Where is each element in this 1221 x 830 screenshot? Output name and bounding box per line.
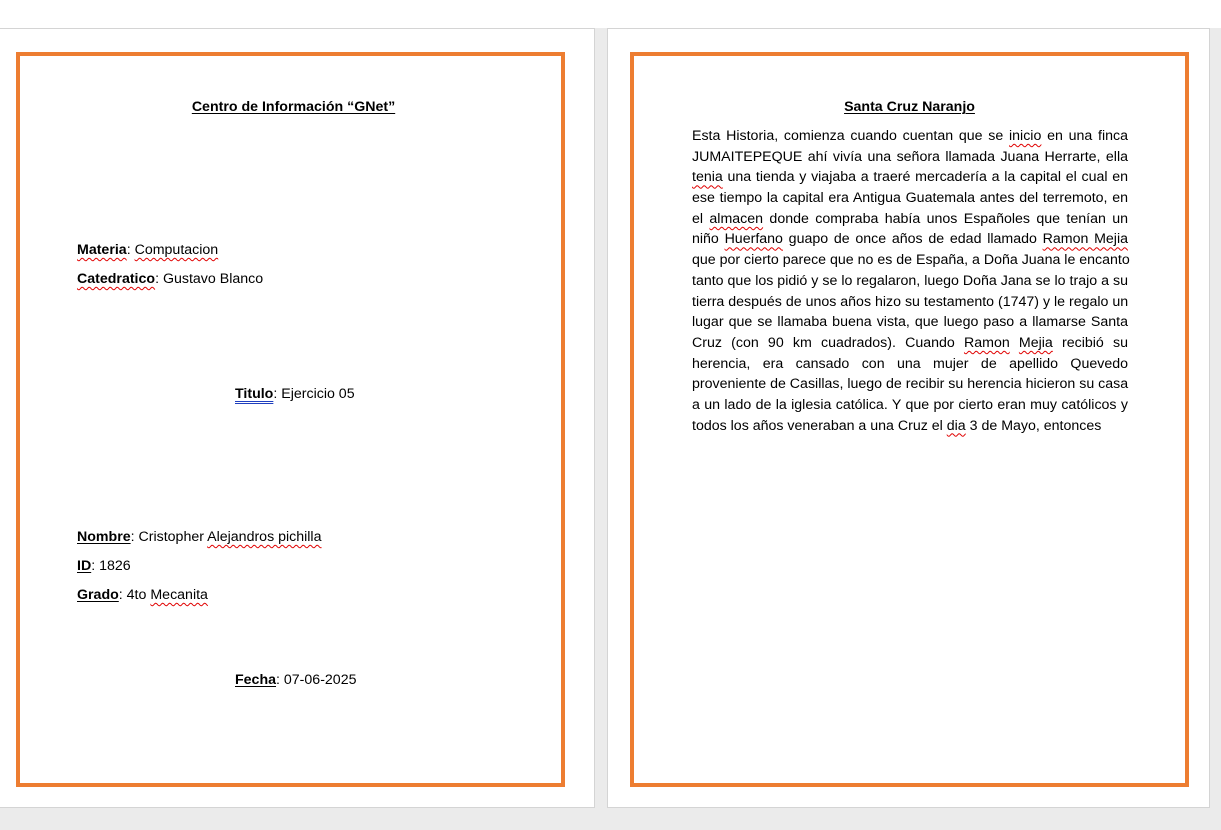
story-line <box>692 395 1128 416</box>
field-fecha: Fecha: 07-06-2025 <box>235 672 357 688</box>
field-grado: Grado: 4to Mecanita <box>77 587 208 603</box>
field-value: Computacion <box>134 242 219 258</box>
field-titulo: Titulo: Ejercicio 05 <box>235 386 355 402</box>
field-value: 4to <box>126 587 147 603</box>
story-text: que por cierto parece que no es de España, a Doña Juana le encanto <box>692 252 1130 269</box>
field-materia: Materia: Computacion <box>77 242 219 258</box>
story-text: una tienda y viajaba a traeré mercadería a la capital el cual en <box>722 169 1128 186</box>
story-text: todos los años veneraban a una Cruz el <box>692 417 947 434</box>
story-text: tierra después de unos años hizo su testamento (1747) y le regalo un <box>692 293 1129 310</box>
misspelled-word: inicio <box>1009 128 1042 144</box>
story-line <box>692 292 1128 313</box>
field-label: Nombre <box>77 529 131 545</box>
misspelled-word: Ramon Mejia <box>1042 231 1128 248</box>
story-line <box>692 271 1128 292</box>
document-page-cover[interactable] <box>0 28 595 808</box>
window-bottom-area <box>0 808 1221 830</box>
story-text: Esta Historia, comienza cuando cuentan que se <box>692 128 1010 144</box>
misspelled-word: Ramon <box>963 334 1010 351</box>
story-text: niño <box>692 231 725 248</box>
story-text: herencia, era cansado con una mujer de apellido Quevedo <box>692 355 1128 372</box>
field-catedratico: Catedratico: Gustavo Blanco <box>77 271 264 287</box>
field-value: Ejercicio 05 <box>281 386 355 402</box>
misspelled-word: almacen <box>709 210 764 227</box>
story-line <box>692 209 1128 230</box>
story-body <box>692 126 1128 436</box>
field-value: 07-06-2025 <box>283 672 357 688</box>
story-text: el <box>692 210 710 227</box>
story-text: 3 de Mayo, entonces <box>965 417 1102 434</box>
field-label: Materia <box>77 242 127 258</box>
field-label: Fecha <box>235 672 277 688</box>
misspelled-word: tenia <box>692 169 723 186</box>
field-value: Cristopher <box>138 529 204 545</box>
story-line <box>692 147 1128 168</box>
story-line <box>692 416 1128 437</box>
document-page-story[interactable] <box>607 28 1210 808</box>
cover-title: Centro de Información “GNet” <box>191 99 396 115</box>
story-text: JUMAITEPEQUE ahí vivía una señora llamada Juana Herrarte, ella <box>692 148 1128 165</box>
field-label: Titulo <box>235 386 274 402</box>
story-line <box>692 250 1128 271</box>
story-text: ese tiempo la capital era Antigua Guatemala antes del terremoto, en <box>692 190 1128 207</box>
field-value-flagged: Alejandros pichilla <box>207 529 322 545</box>
story-line <box>692 167 1128 188</box>
story-text: a un lado de la iglesia católica. Y que por cierto eran muy católicos y <box>692 396 1128 413</box>
field-label: Catedratico <box>77 271 156 287</box>
story-line <box>692 374 1128 395</box>
story-text: recibió su <box>1052 334 1128 351</box>
story-line <box>692 229 1128 250</box>
story-text: donde compraba había unos Españoles que tenían un <box>763 210 1129 227</box>
story-line <box>692 312 1128 333</box>
field-id: ID: 1826 <box>77 558 131 574</box>
story-text: Cruz (con 90 km cuadrados). Cuando <box>692 334 964 351</box>
misspelled-word: dia <box>946 417 966 434</box>
misspelled-word: Huerfano <box>724 231 783 248</box>
story-text: proveniente de Casillas, luego de recibir su herencia hicieron su casa <box>692 376 1129 393</box>
story-text: lugar que se llamaba buena vista, que luego paso a llamarse Santa <box>692 314 1128 331</box>
story-title: Santa Cruz Naranjo <box>844 99 975 115</box>
window-top-area <box>0 0 1221 28</box>
field-value-flagged: Mecanita <box>150 587 208 603</box>
story-line <box>692 188 1128 209</box>
story-line <box>692 333 1128 354</box>
story-line <box>692 126 1128 147</box>
misspelled-word: Mejia <box>1018 334 1053 351</box>
field-nombre: Nombre: Cristopher Alejandros pichilla <box>77 529 322 545</box>
story-text: en una finca <box>1041 128 1129 144</box>
field-value: Gustavo Blanco <box>162 271 264 287</box>
story-text <box>1010 335 1019 351</box>
story-text: tanto que los pidió y se lo regalaron, luego Doña Jana se lo trajo a su <box>692 272 1128 289</box>
field-label: ID <box>77 558 92 574</box>
field-value: 1826 <box>99 558 131 574</box>
field-label: Grado <box>77 587 119 603</box>
story-line <box>692 354 1128 375</box>
story-text: guapo de once años de edad llamado <box>782 231 1043 248</box>
